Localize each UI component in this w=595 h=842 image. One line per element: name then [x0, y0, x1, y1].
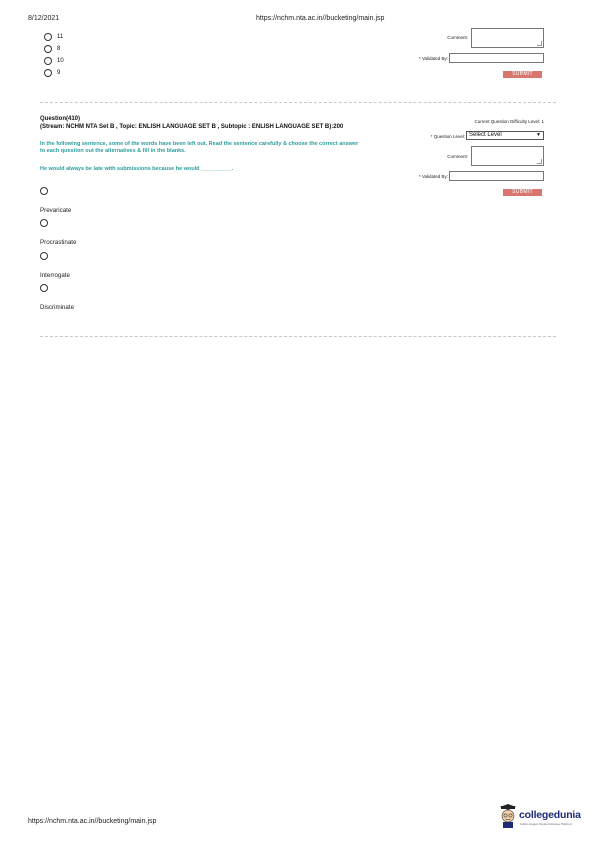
option-label: 10: [57, 58, 64, 64]
radio-button[interactable]: [44, 69, 52, 77]
prev-option-3[interactable]: [44, 55, 64, 67]
question-level-label: * Question Level:: [430, 134, 465, 139]
resize-grip-icon[interactable]: [537, 41, 542, 46]
page-url-header: https://nchm.nta.ac.in//bucketing/main.jsp: [256, 15, 385, 22]
radio-button[interactable]: [44, 33, 52, 41]
answer-option-3[interactable]: [40, 247, 70, 279]
validated-by-label: * Validated By:: [418, 174, 448, 179]
answer-option-4[interactable]: [40, 279, 74, 311]
submit-button[interactable]: SUBMIT: [503, 189, 542, 196]
brand-tagline: India's largest Student Review Platform: [520, 822, 573, 826]
radio-button[interactable]: [40, 284, 48, 292]
resize-grip-icon[interactable]: [537, 159, 542, 164]
prev-options: [44, 31, 64, 79]
option-label: 8: [57, 46, 61, 52]
mascot-icon: [498, 804, 518, 828]
comment-label: Comment:: [447, 154, 468, 159]
comment-textarea[interactable]: [471, 146, 544, 166]
question-number: Question(410): [40, 116, 81, 122]
question-sentence: He would always be late with submissions because he would __________.: [40, 166, 234, 172]
question-instruction: In the following sentence, some of the words have been left out. Read the sentence carefully & choose the correct answer to each question out the alternatives & fill in the blanks.: [40, 141, 359, 154]
option-label: 11: [57, 34, 64, 40]
answer-option-label: Prevaricate: [40, 207, 72, 214]
validated-by-input[interactable]: [449, 53, 544, 63]
radio-button[interactable]: [40, 219, 48, 227]
question-header: [40, 116, 410, 131]
answer-option-label: Discriminate: [40, 304, 75, 311]
chevron-down-icon: ▼: [536, 132, 541, 138]
answer-option-label: Interrogate: [40, 272, 70, 279]
prev-option-2[interactable]: [44, 43, 64, 55]
radio-button[interactable]: [40, 187, 48, 195]
option-label: 9: [57, 70, 61, 76]
collegedunia-logo: [498, 804, 590, 830]
submit-button[interactable]: SUBMIT: [503, 71, 542, 78]
page-url-footer: https://nchm.nta.ac.in//bucketing/main.jsp: [28, 818, 157, 825]
comment-label: Comment:: [447, 35, 468, 40]
question-level-value: Select Level: [469, 132, 502, 138]
answer-option-2[interactable]: [40, 214, 76, 246]
radio-button[interactable]: [44, 57, 52, 65]
comment-textarea[interactable]: [471, 28, 544, 48]
answer-option-label: Procrastinate: [40, 239, 77, 246]
prev-option-1[interactable]: [44, 31, 64, 43]
answer-option-1[interactable]: [40, 182, 71, 214]
section-divider: [40, 102, 556, 103]
brand-name: collegedunia: [519, 809, 581, 821]
prev-option-4[interactable]: [44, 67, 64, 79]
question-meta: (Stream: NCHM NTA Set B , Topic: ENLISH LANGUAGE SET B , Subtopic : ENLISH LANGUAGE SET B):200: [40, 123, 344, 130]
validated-by-label: * Validated By:: [418, 56, 448, 61]
print-date: 8/12/2021: [28, 15, 60, 22]
section-divider: [40, 336, 556, 337]
radio-button[interactable]: [40, 252, 48, 260]
difficulty-level-text: Current Question Difficulty Level: 1: [474, 119, 544, 124]
radio-button[interactable]: [44, 45, 52, 53]
validated-by-input[interactable]: [449, 171, 544, 181]
question-level-select[interactable]: [466, 131, 544, 140]
